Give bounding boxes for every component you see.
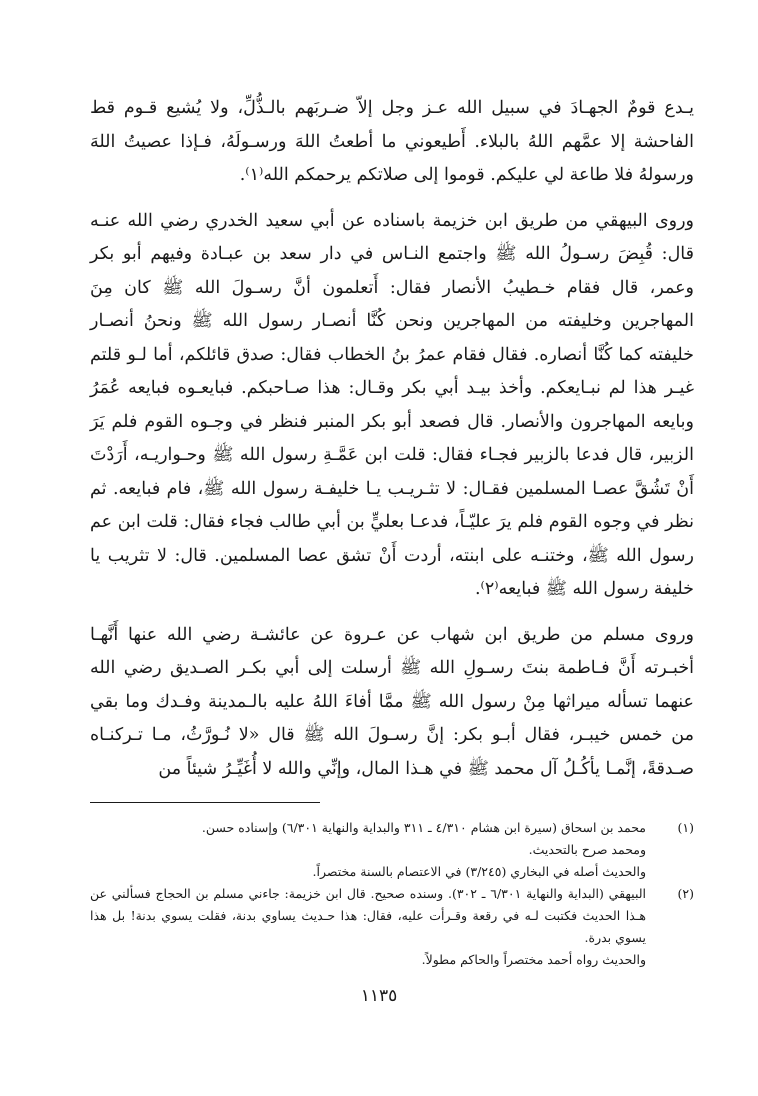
footnote-line: البيهقي (البداية والنهاية ٦/٣٠١ ـ ٣٠٢). وسنده صحيح. قال ابن خزيمة: جاءني مسلم بن الحجاج فسألني عن هـذا الحديث فكتبت لـه في رقعة وقـرأت عليه، فقال: هذا حـديث يساوي بدنة، فقلت يسوي بدنة! بل هذا يسوي بدرة. [90, 886, 646, 945]
footnote-line: والحديث رواه أحمد مختصراً والحاكم مطولاً. [421, 952, 646, 967]
footnote-separator [90, 802, 320, 803]
footnote-1 [90, 817, 694, 883]
footnote-line: محمد بن اسحاق (سيرة ابن هشام ٤/٣١٠ ـ ٣١١ والبداية والنهاية ٦/٣٠١) وإسناده حسن. [201, 820, 646, 835]
footnote-line: ومحمد صرح بالتحديث. [528, 842, 646, 857]
page-content [90, 92, 694, 971]
footnote-number: (١) [677, 820, 694, 835]
paragraph-1: يـدع قومٌ الجهـادَ في سبيل الله عـز وجل إلاّ ضـربَهم بالـذُّلِّ، ولا يُشيع قـوم قط الفاحشة إلا عمَّهم اللهُ بالبلاء. أَطيعوني ما أطعتُ اللهَ ورسـولَهُ، فـإذا عصيتُ اللهَ ورسولهُ فلا طاعة لي عليكم. قوموا إلى صلاتكم يرحمكم الله⁽١⁾. [90, 98, 694, 185]
footnote-body [90, 883, 646, 971]
footnotes [90, 817, 694, 971]
footnote-separator-wrap [90, 786, 694, 803]
paragraph-3: وروى مسلم من طريق ابن شهاب عن عـروة عن عائشـة رضي الله عنها أَنَّهـا أخبـرته أَنَّ فـاطمة بنتَ رسـولِ الله ﷺ أرسلت إلى أبي بكـر الصـديق رضي الله عنهما تسأله ميراثها مِنْ رسول الله ﷺ ممَّا أفاءَ اللهُ عليه بالـمدينة وفـدك وما بقي من خمس خيبـر، فقال أبـو بكر: إنَّ رسـولَ الله ﷺ قال «لا نُـورَّثُ، مـا تـركنـاه صـدقةً، إنَّمـا يأكُـلُ آل محمد ﷺ في هـذا المال، وإنِّي والله لا أُغَيِّـرُ شيئاً من [90, 624, 694, 779]
paragraph-2: وروى البيهقي من طريق ابن خزيمة باسناده عن أبي سعيد الخدري رضي الله عنـه قال: قُبِضَ رسـولُ الله ﷺ واجتمع النـاس في دار سعد بن عبـادة وفيهم أبو بكر وعمر، قال فقام خـطيبُ الأنصار فقال: أَتعلمون أنَّ رسـولَ الله ﷺ كان مِنَ المهاجرين وخليفته من المهاجرين ونحن كُنَّا أنصـار رسول الله ﷺ ونحنُ أنصـار خليفته كما كُنَّا أنصاره. فقال فقام عمرُ بنُ الخطاب فقال: صدق قائلكم، أما لـو قلتم غيـر هذا لم نبـايعكم. وأخذ بيـد أبي بكر وقـال: هذا صـاحبكم. فبايعـوه فبايعه عُمَرُ وبايعه المهاجرون والأنصار. قال فصعد أبو بكر المنبر فنظر في وجـوه القوم فلم يَرَ الزبير، قال فدعا بالزبير فجـاء فقال: قلت ابن عَمَّـةِ رسول الله ﷺ وحـواريـه، أَرَدْتَ أَنْ تَشُقَّ عصـا المسلمين فقـال: لا تثـريـب يـا خليفـة رسول الله ﷺ، فام فبايعه. ثم نظر في وجوه القوم فلم يرَ عليّـاً، فدعـا بعليٍّ بن أبي طالب فجاء فقال: قلت ابن عم رسول الله ﷺ، وختنـه على ابنته، أردت أَنْ تشق عصا المسلمين. قال: لا تثريب يا خليفة رسول الله ﷺ فبايعه⁽٢⁾. [90, 210, 694, 599]
footnote-line: والحديث أصله في البخاري (٣/٢٤٥) في الاعتصام بالسنة مختصراً. [312, 864, 646, 879]
footnote-body [90, 817, 646, 883]
footnote-2 [90, 883, 694, 971]
footnote-number: (٢) [677, 886, 694, 901]
page-number: ١١٣٥ [360, 986, 398, 1006]
main-text [90, 92, 694, 786]
